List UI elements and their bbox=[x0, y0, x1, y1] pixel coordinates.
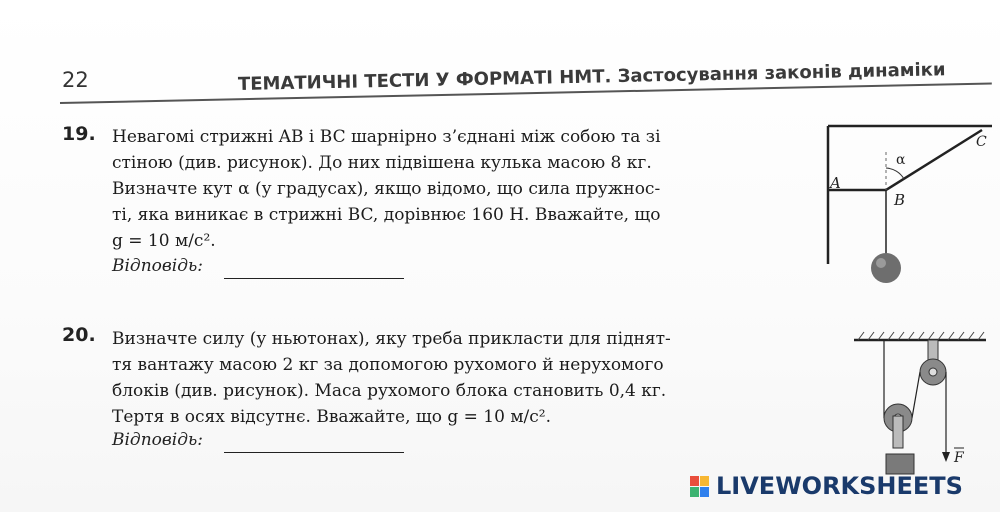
figure-pulley-system bbox=[850, 326, 990, 476]
logo-square bbox=[690, 476, 699, 486]
answer-field-19[interactable] bbox=[224, 278, 404, 279]
liveworksheets-watermark bbox=[690, 472, 990, 502]
question-text-line: g = 10 м/с². bbox=[112, 231, 216, 251]
answer-label-20: Відповідь: bbox=[112, 430, 203, 450]
answer-label-19: Відповідь: bbox=[112, 256, 203, 276]
question-19-number: 19. bbox=[62, 123, 96, 145]
label-force: F bbox=[954, 450, 964, 466]
logo-square bbox=[690, 487, 699, 497]
label-alpha: α bbox=[896, 152, 906, 168]
question-text-line: блоків (див. рисунок). Маса рухомого блока становить 0,4 кг. bbox=[112, 381, 667, 401]
question-text-line: тя вантажу масою 2 кг за допомогою рухомого й нерухомого bbox=[112, 355, 664, 375]
liveworksheets-logo-icon bbox=[690, 476, 710, 498]
logo-square bbox=[700, 487, 709, 497]
answer-field-20[interactable] bbox=[224, 452, 404, 453]
question-text-line: Визначте кут α (у градусах), якщо відомо, що сила пружнос- bbox=[112, 179, 661, 199]
question-text-line: Тертя в осях відсутнє. Вважайте, що g = 10 м/с². bbox=[112, 407, 552, 427]
label-c: C bbox=[976, 134, 987, 150]
page-number: 22 bbox=[62, 68, 89, 92]
question-text-line: Визначте силу (у ньютонах), яку треба прикласти для піднят- bbox=[112, 329, 671, 349]
watermark-text: LIVEWORKSHEETS bbox=[716, 472, 963, 500]
question-19-text bbox=[112, 124, 661, 254]
logo-square bbox=[700, 476, 709, 486]
question-text-line: стіною (див. рисунок). До них підвішена кулька масою 8 кг. bbox=[112, 153, 652, 173]
figure-rods-and-ball bbox=[820, 118, 996, 294]
label-b: B bbox=[894, 191, 906, 209]
question-20-text bbox=[112, 326, 671, 430]
label-a: A bbox=[830, 174, 841, 192]
question-text-line: Невагомі стрижні AB і BC шарнірно з’єднані між собою та зі bbox=[112, 127, 661, 147]
question-20-number: 20. bbox=[62, 324, 96, 346]
question-text-line: ті, яка виникає в стрижні BC, дорівнює 160 Н. Вважайте, що bbox=[112, 205, 661, 225]
page-header-title: ТЕМАТИЧНІ ТЕСТИ У ФОРМАТІ НМТ. Застосування законів динаміки bbox=[237, 59, 946, 95]
